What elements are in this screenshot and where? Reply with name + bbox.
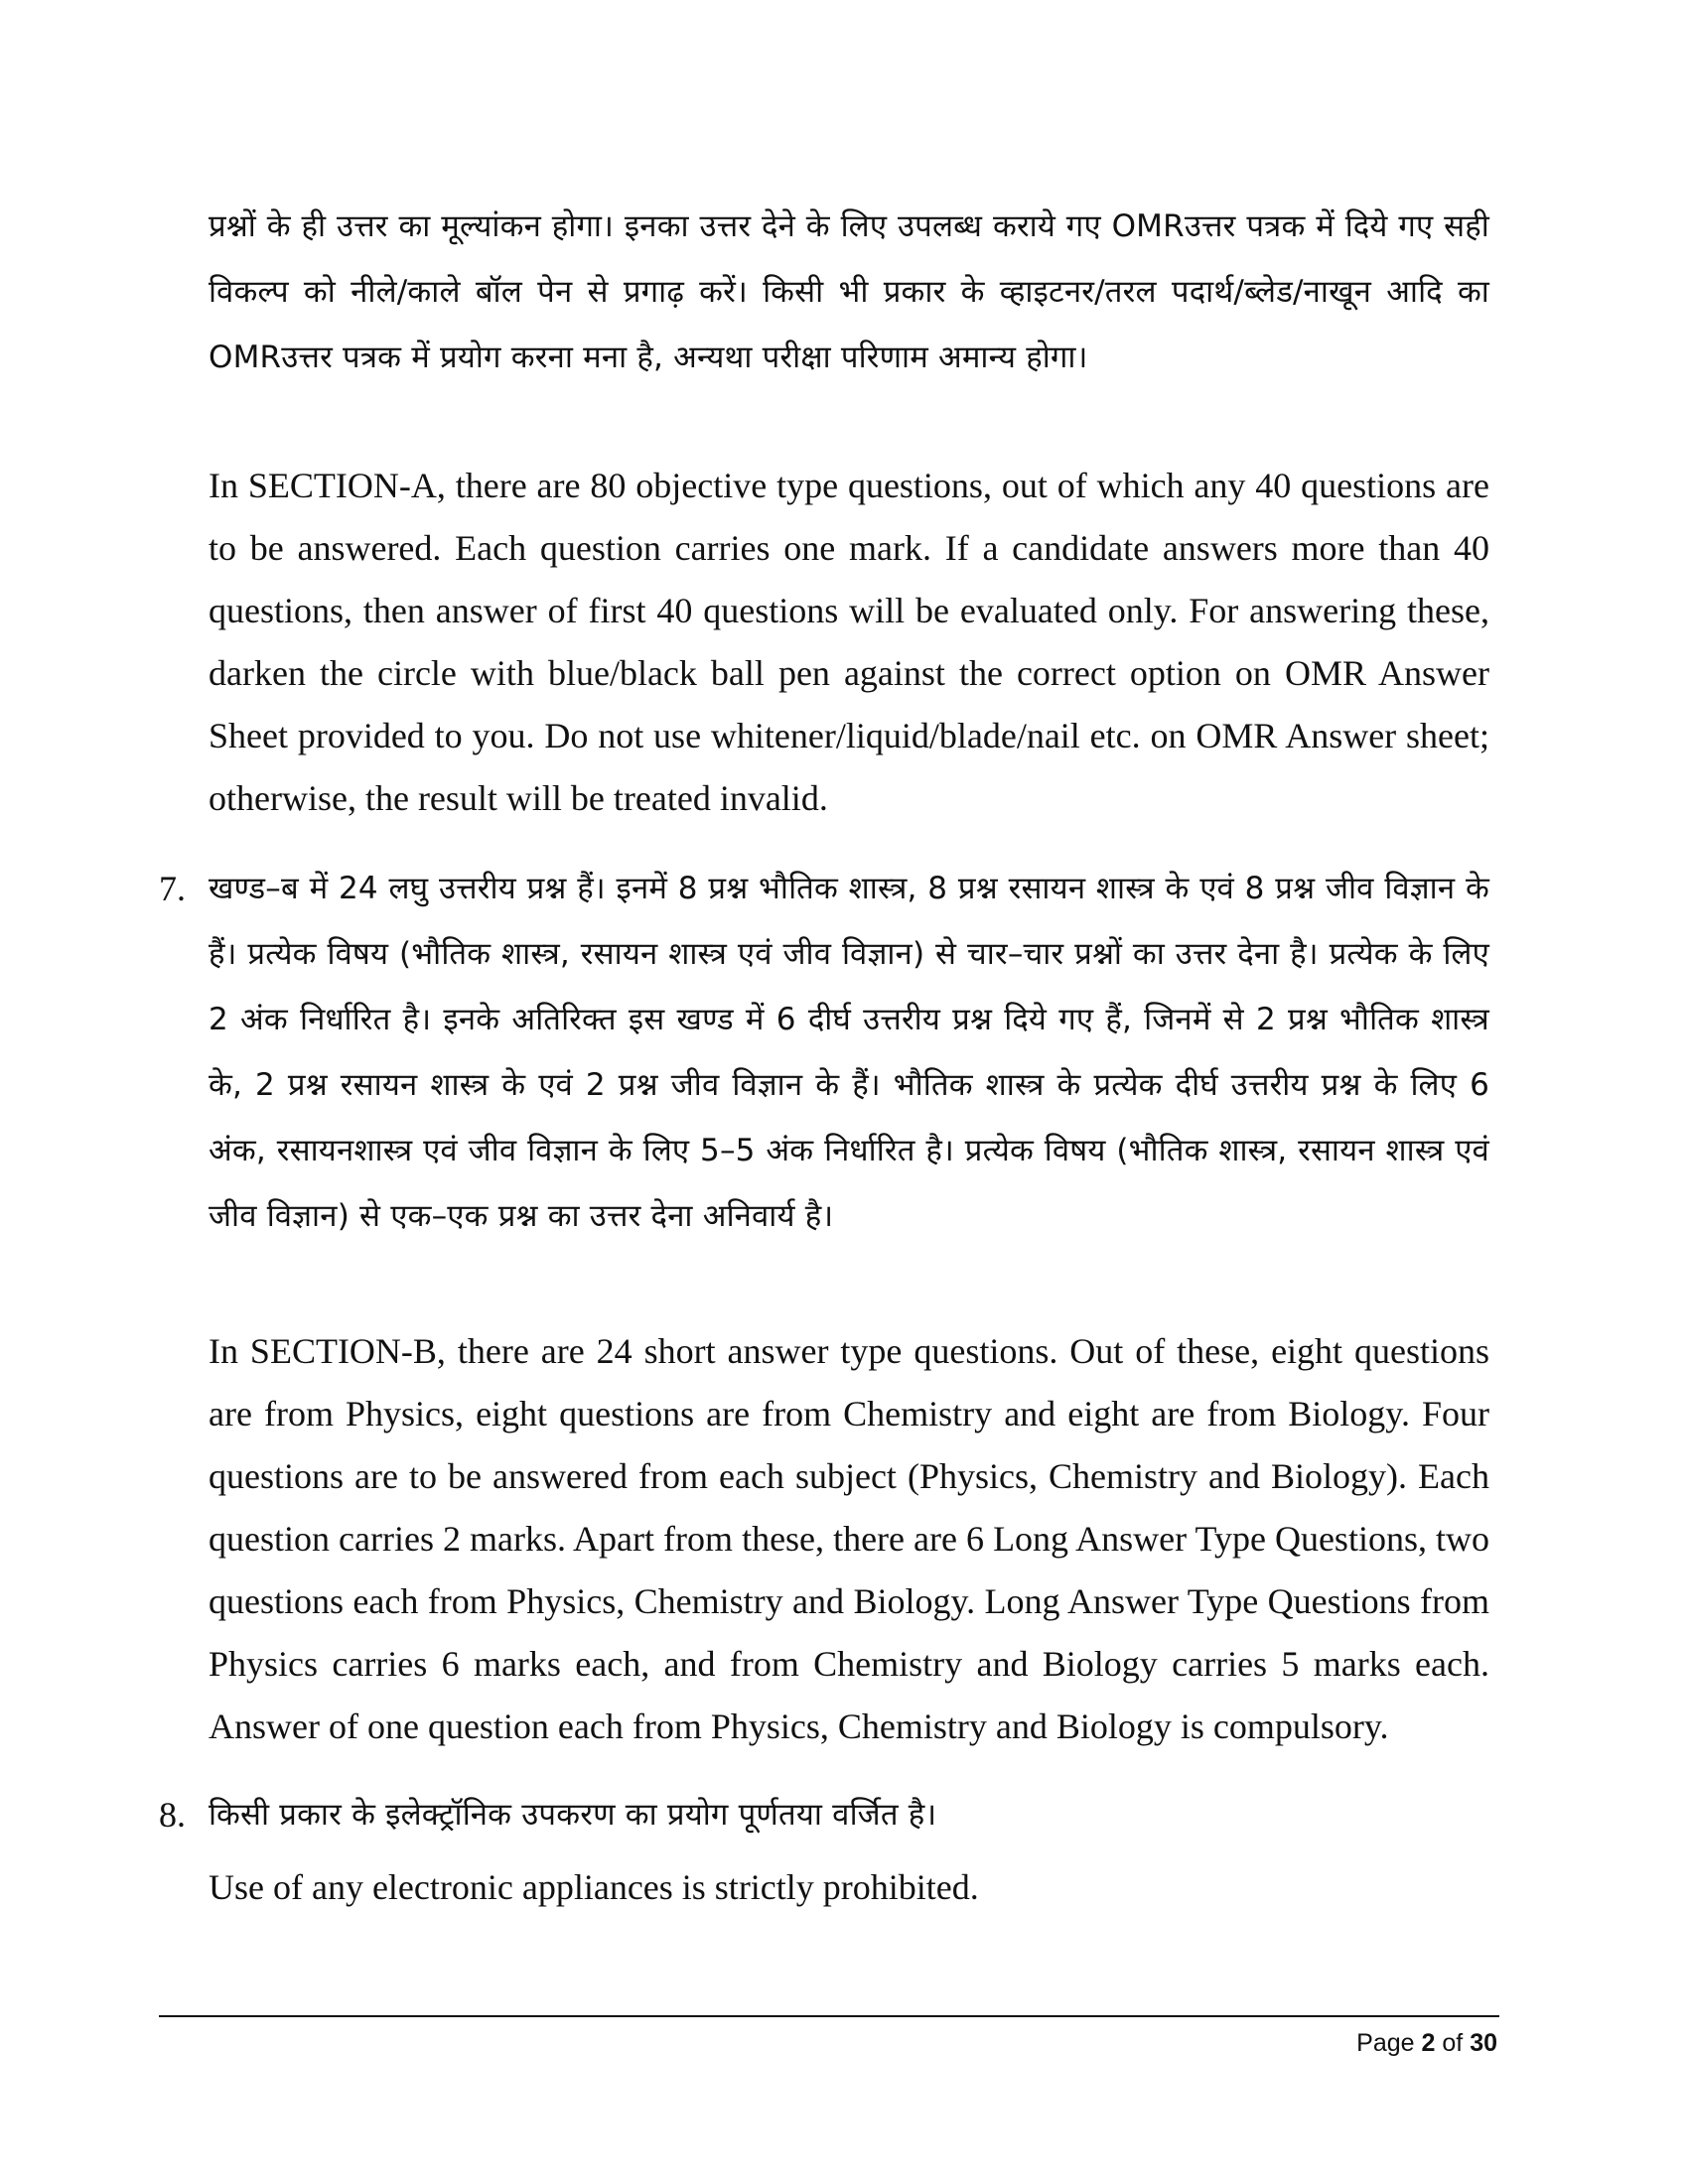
page-word: Page xyxy=(1356,2029,1415,2057)
item-7-number: 7. xyxy=(159,869,186,908)
page-total: 30 xyxy=(1470,2029,1497,2057)
item-7-english-paragraph: In SECTION-B, there are 24 short answer type questions. Out of these, eight questions are from Physics, eight questions are from Chemistry and eight are from Biology. Four questions are to be answered from each subject (Physics, Chemistry and Biology). Each question carries 2 marks. Apart from these, there are 6 Long Answer Type Questions, two questions each from Physics, Chemistry and Biology. Long Answer Type Questions from Physics carries 6 marks each, and from Chemistry and Biology carries 5 marks each. Answer of one question each from Physics, Chemistry and Biology is compulsory. xyxy=(209,1331,1489,1746)
footer-divider xyxy=(159,2015,1499,2017)
item-7-hindi-paragraph: खण्ड–ब में 24 लघु उत्तरीय प्रश्न हैं। इनमें 8 प्रश्न भौतिक शास्त्र, 8 प्रश्न रसायन शास्त्र के एवं 8 प्रश्न जीव विज्ञान के हैं। प्रत्येक विषय (भौतिक शास्त्र, रसायन शास्त्र एवं जीव विज्ञान) से चार–चार प्रश्नों का उत्तर देना है। प्रत्येक के लिए 2 अंक निर्धारित है। इनके अतिरिक्त इस खण्ड में 6 दीर्घ उत्तरीय प्रश्न दिये गए हैं, जिनमें से 2 प्रश्न भौतिक शास्त्र के, 2 प्रश्न रसायन शास्त्र के एवं 2 प्रश्न जीव विज्ञान के हैं। भौतिक शास्त्र के प्रत्येक दीर्घ उत्तरीय प्रश्न के लिए 6 अंक, रसायनशास्त्र एवं जीव विज्ञान के लिए 5–5 अंक निर्धारित है। प्रत्येक विषय (भौतिक शास्त्र, रसायन शास्त्र एवं जीव विज्ञान) से एक–एक प्रश्न का उत्तर देना अनिवार्य है। xyxy=(209,871,1489,1234)
section-a-english-paragraph: In SECTION-A, there are 80 objective type questions, out of which any 40 questions are to be answered. Each question carries one mark. If a candidate answers more than 40 questions, then answer of first 40 questions will be evaluated only. For answering these, darken the circle with blue/black ball pen against the correct option on OMR Answer Sheet provided to you. Do not use whitener/liquid/blade/nail etc. on OMR Answer sheet; otherwise, the result will be treated invalid. xyxy=(209,466,1489,818)
of-word: of xyxy=(1442,2029,1464,2057)
page-current: 2 xyxy=(1421,2029,1436,2057)
item-8-number: 8. xyxy=(159,1795,186,1835)
item-8-english-text: Use of any electronic appliances is strictly prohibited. xyxy=(209,1867,979,1907)
item-8-hindi-text: किसी प्रकार के इलेक्ट्रॉनिक उपकरण का प्रयोग पूर्णतया वर्जित है। xyxy=(209,1797,937,1833)
section-a-hindi-continuation: प्रश्नों के ही उत्तर का मूल्यांकन होगा। इनका उत्तर देने के लिए उपलब्ध कराये गए OMRउत्तर पत्रक में दिये गए सही विकल्प को नीले/काले बॉल पेन से प्रगाढ़ करें। किसी भी प्रकार के व्हाइटनर/तरल पदार्थ/ब्लेड/नाखून आदि का OMRउत्तर पत्रक में प्रयोग करना मना है, अन्यथा परीक्षा परिणाम अमान्य होगा। xyxy=(209,208,1489,375)
page-number xyxy=(1356,2029,1497,2058)
